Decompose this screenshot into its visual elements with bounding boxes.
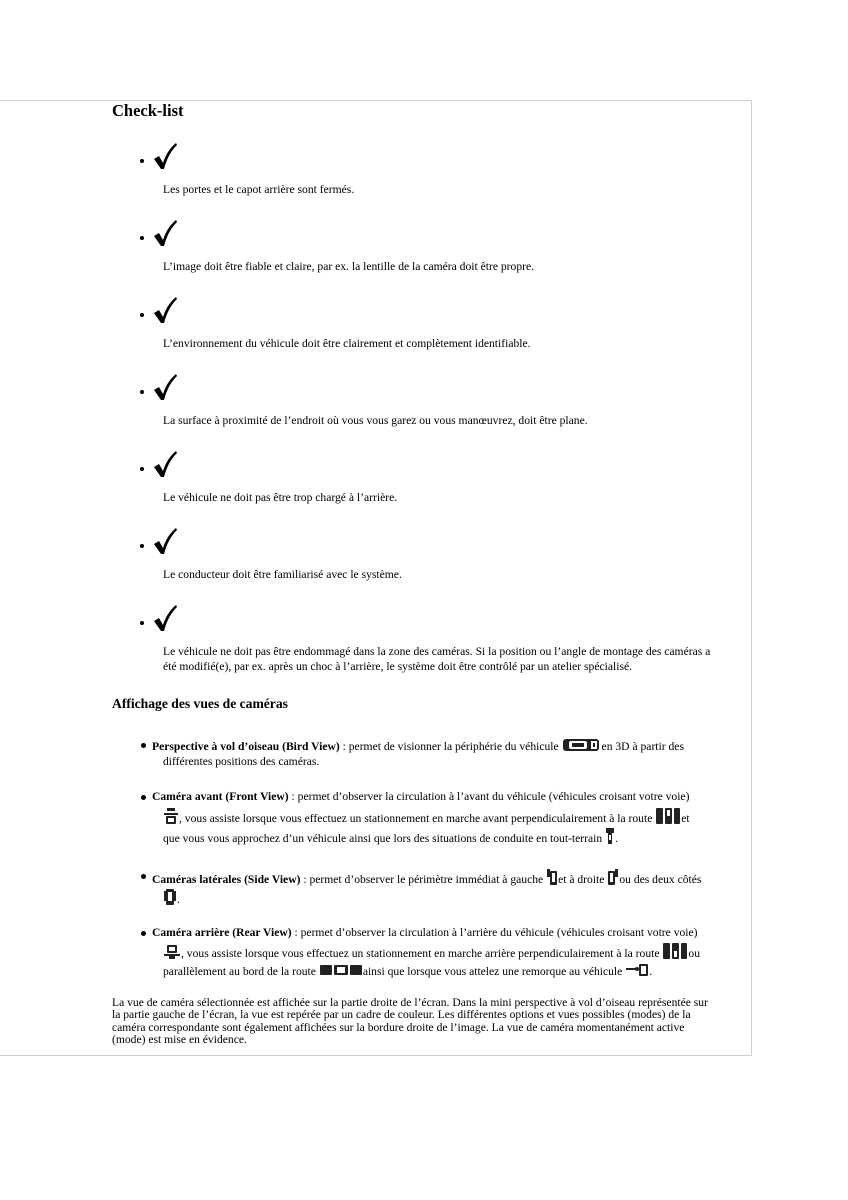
paragraph-line: la partie gauche de l’écran, la vue est repérée par un cadre de couleur. Les différentes options et vues possibles (modes) de la xyxy=(112,1008,691,1022)
checklist-text: La surface à proximité de l’endroit où vous vous garez ou vous manœuvrez, doit être plane. xyxy=(163,414,588,427)
checkmark-icon xyxy=(152,219,178,247)
front-view-text-5: . xyxy=(615,832,618,845)
front-view-text-3: et xyxy=(681,812,690,825)
side-left-icon xyxy=(546,868,558,886)
front-perpendicular-parking-icon xyxy=(655,807,681,825)
side-both-icon xyxy=(163,888,177,906)
rear-view-icon xyxy=(163,944,181,960)
trailer-hitch-icon xyxy=(625,962,649,978)
paragraph-line: (mode) est mise en évidence. xyxy=(112,1033,247,1047)
front-view-text-2: , vous assiste lorsque vous effectuez un stationnement en marche avant perpendiculairement à la route xyxy=(179,812,656,825)
bullet xyxy=(140,159,144,163)
section-title: Affichage des vues de caméras xyxy=(112,696,288,711)
rear-view-text-3: ou xyxy=(688,947,700,960)
side-view-text-3: ou des deux côtés xyxy=(619,873,702,886)
bullet xyxy=(140,390,144,394)
side-view-text-2: et à droite xyxy=(558,873,608,886)
bird-view-label: Perspective à vol d’oiseau (Bird View) xyxy=(152,740,340,753)
checklist-text xyxy=(163,644,743,674)
front-view-icon xyxy=(163,807,179,825)
rear-perpendicular-parking-icon xyxy=(662,942,688,960)
rear-view-text-4: parallèlement au bord de la route xyxy=(163,965,319,978)
checklist-text: L’image doit être fiable et claire, par ex. la lentille de la caméra doit être propre. xyxy=(163,260,535,273)
rear-view-text: : permet d’observer la circulation à l’arrière du véhicule (véhicules croisant votre voie) xyxy=(291,926,698,939)
parallel-parking-icon xyxy=(319,962,363,978)
bullet xyxy=(141,743,146,748)
side-right-icon xyxy=(607,868,619,886)
checklist-text: L’environnement du véhicule doit être clairement et complètement identifiable. xyxy=(163,337,531,350)
bullet xyxy=(140,544,144,548)
rear-view-text-2: , vous assiste lorsque vous effectuez un stationnement en marche arrière perpendiculairement à la route xyxy=(181,947,663,960)
front-view-text-4: que vous vous approchez d’un véhicule ainsi que lors des situations de conduite en tout-terrain xyxy=(163,832,606,845)
bullet xyxy=(140,621,144,625)
bullet xyxy=(140,467,144,471)
checkmark-icon xyxy=(152,527,178,555)
checklist-text: Les portes et le capot arrière sont fermés. xyxy=(163,183,355,196)
bird-view-text: : permet de visionner la périphérie du véhicule xyxy=(339,740,562,753)
bullet xyxy=(140,313,144,317)
bullet xyxy=(141,795,146,800)
checklist-text: Le conducteur doit être familiarisé avec le système. xyxy=(163,568,402,581)
checkmark-icon xyxy=(152,604,178,632)
side-view-label: Caméras latérales (Side View) xyxy=(152,873,301,886)
page-title: Check-list xyxy=(112,101,184,120)
checkmark-icon xyxy=(152,142,178,170)
rear-view-text-5: ainsi que lorsque vous attelez une remorque au véhicule xyxy=(362,965,626,978)
bullet xyxy=(141,874,146,879)
rear-view-text-6: . xyxy=(649,965,653,978)
rear-view-label: Caméra arrière (Rear View) xyxy=(152,926,292,939)
bird-view-text-3: différentes positions des caméras. xyxy=(163,755,320,768)
checkmark-icon xyxy=(152,450,178,478)
description-paragraph xyxy=(112,997,742,1047)
checklist-text-line: Le véhicule ne doit pas être endommagé dans la zone des caméras. Si la position ou l’angle de montage des caméras a xyxy=(163,645,711,658)
paragraph-line: La vue de caméra sélectionnée est affichée sur la partie droite de l’écran. Dans la mini perspective à vol d’oiseau représentée sur xyxy=(112,996,708,1009)
bullet xyxy=(141,931,146,936)
offroad-icon xyxy=(605,827,615,845)
bullet xyxy=(140,236,144,240)
front-view-label: Caméra avant (Front View) xyxy=(152,790,289,803)
checklist-text: Le véhicule ne doit pas être trop chargé à l’arrière. xyxy=(163,491,398,504)
side-view-text: : permet d’observer le périmètre immédiat à gauche xyxy=(300,873,547,886)
bird-view-car-icon xyxy=(562,737,602,753)
paragraph-line: caméra correspondante sont également affichées sur la bordure droite de l’image. La vue de caméra momentanément active xyxy=(112,1020,685,1034)
checkmark-icon xyxy=(152,373,178,401)
side-view-text-4: . xyxy=(177,893,180,906)
front-view-text: : permet d’observer la circulation à l’avant du véhicule (véhicules croisant votre voie) xyxy=(288,790,690,803)
checkmark-icon xyxy=(152,296,178,324)
bird-view-text-2: en 3D à partir des xyxy=(601,740,684,753)
checklist-text-line: été modifié(e), par ex. après un choc à l’arrière, le système doit être contrôlé par un atelier spécialisé. xyxy=(163,660,633,673)
